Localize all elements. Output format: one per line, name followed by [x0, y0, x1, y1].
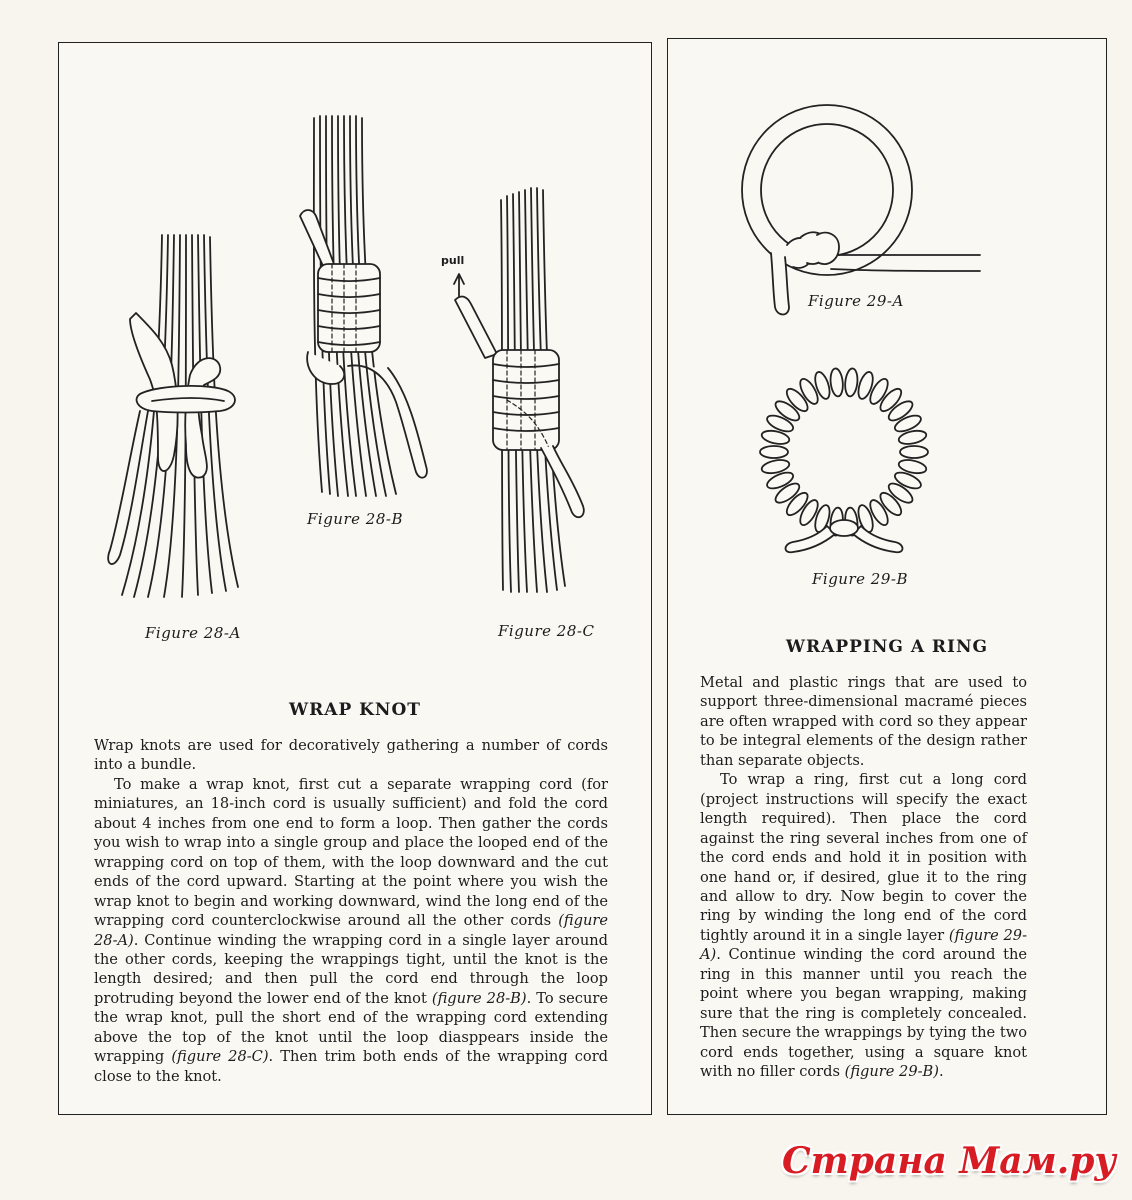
figure-28a-illustration [100, 225, 260, 610]
figure-28c-illustration [445, 180, 595, 600]
ring-wrap-bead [760, 446, 788, 458]
figure-28a-reference: (figure 28-A) [94, 912, 608, 949]
figure-29a-reference: (figure 29-A) [700, 926, 1027, 964]
figure-29b-caption: Figure 29-B [812, 570, 908, 588]
figure-29a-illustration [735, 95, 985, 320]
wrap-knot-paragraph-2: To make a wrap knot, first cut a separate wrapping cord (for miniatures, an 18-inch cord is usually sufficient) and fold the cord about 4 inches from one end to form a loop. Then gather the cords you wish to wrap into a single group and place the looped end of the wrapping cord on top of them, with the loop downward and the cut ends of the cord upward. Starting at the point where you wish the wrap knot to begin and working downward, wind the long end of the wrapping cord counterclockwise around all the other cords (figure 28-A). Continue winding the wrapping cord in a single layer around the other cords, keeping the wrappings tight, until the knot is the length desired; and then pull the cord end through the loop protruding beyond the lower end of the knot (figure 28-B). To secure the wrap knot, pull the short end of the wrapping cord extending above the top of the knot until the loop diasppears inside the wrapping (figure 28-C). Then trim both ends of the wrapping cord close to the knot. [94, 775, 609, 1085]
wrapping-ring-body [700, 673, 1027, 1082]
figure-28c-reference: (figure 28-C) [171, 1048, 269, 1066]
figure-28a-caption: Figure 28-A [145, 624, 241, 642]
figure-29b-reference: (figure 29-B) [844, 1063, 939, 1081]
wrap-knot-body [94, 736, 608, 1086]
figure-29a-caption: Figure 29-A [808, 292, 904, 310]
ring-wrap-bead [829, 368, 844, 397]
pull-label: pull [441, 254, 465, 267]
ring-wrap-bead [900, 446, 928, 458]
figure-28b-illustration [292, 112, 442, 502]
figure-29b-illustration [755, 352, 945, 562]
wrap-knot-heading: WRAP KNOT [289, 700, 421, 720]
wrapping-ring-paragraph-2: To wrap a ring, first cut a long cord (project instructions will specify the exact length required). Then place the cord against the ring several inches from one of the cord ends and hold it in position with one hand or, if desired, glue it to the ring and allow to dry. Now begin to cover the ring by winding the long end of the cord tightly around it in a single layer (figure 29-A). Continue winding the cord around the ring in this manner until you reach the point where you began wrapping, making sure that the ring is completely concealed. Then secure the wrappings by tying the two cord ends together, using a square knot with no filler cords (figure 29-B). [700, 771, 1027, 1081]
watermark-text: Страна Мам.ру [782, 1140, 1116, 1182]
wrapping-ring-heading: WRAPPING A RING [785, 637, 989, 657]
figure-28b-caption: Figure 28-B [307, 510, 403, 528]
figure-28b-reference: (figure 28-B) [431, 989, 527, 1007]
figure-28c-caption: Figure 28-C [498, 622, 595, 640]
site-watermark [782, 1138, 1132, 1200]
wrapping-ring-paragraph-1: Metal and plastic rings that are used to support three-dimensional macramé pieces are often wrapped with cord so they appear to be integral elements of the design rather than separate objects. [700, 674, 1027, 769]
ring-wrap-bead [844, 368, 859, 397]
wrap-knot-paragraph-1: Wrap knots are used for decoratively gathering a number of cords into a bundle. [94, 737, 608, 774]
